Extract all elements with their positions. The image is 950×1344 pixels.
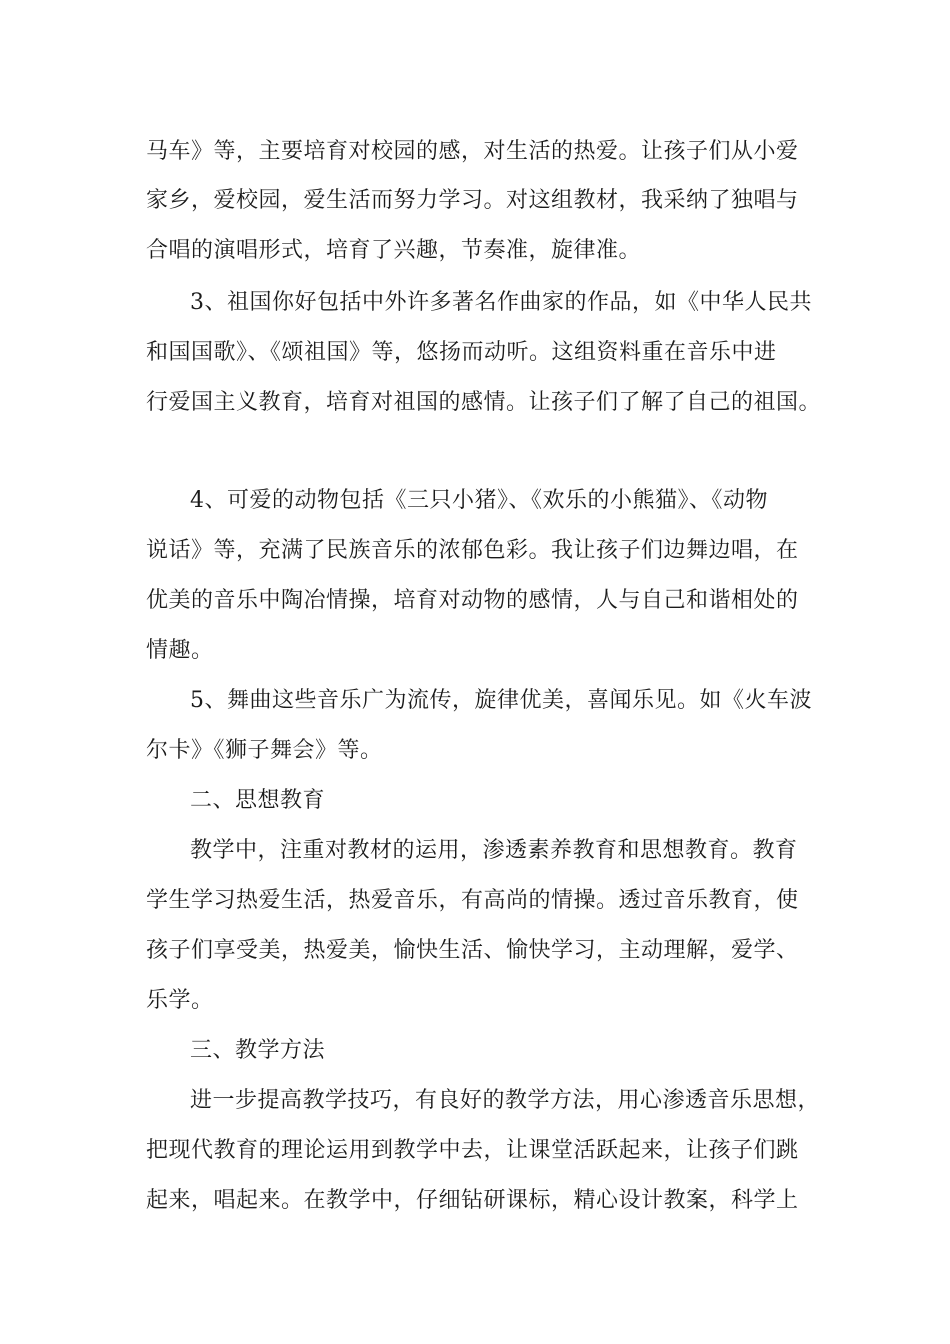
paragraph-line: 家乡，爱校园，爱生活而努力学习。对这组教材，我采纳了独唱与 [146,188,799,213]
paragraph-line: 乐学。 [146,988,214,1013]
paragraph-line: 4、可爱的动物包括《三只小猪》、《欢乐的小熊猫》、《动物 [190,488,768,513]
paragraph-line: 3、祖国你好包括中外许多著名作曲家的作品，如《中华人民共 [190,290,812,315]
paragraph-line: 把现代教育的理论运用到教学中去，让课堂活跃起来，让孩子们跳 [146,1138,799,1163]
paragraph-line: 合唱的演唱形式，培育了兴趣，节奏准，旋律准。 [146,238,642,263]
paragraph-line: 优美的音乐中陶冶情操，培育对动物的感情，人与自己和谐相处的 [146,588,799,613]
paragraph-line: 行爱国主义教育，培育对祖国的感情。让孩子们了解了自己的祖国。 [146,390,822,415]
paragraph-line: 5、舞曲这些音乐广为流传，旋律优美，喜闻乐见。如《火车波 [190,688,812,713]
paragraph-line: 进一步提高教学技巧，有良好的教学方法，用心渗透音乐思想， [190,1088,821,1113]
paragraph-line: 说话》等，充满了民族音乐的浓郁色彩。我让孩子们边舞边唱，在 [146,538,799,563]
paragraph-line: 马车》等，主要培育对校园的感，对生活的热爱。让孩子们从小爱 [146,139,799,164]
paragraph-line: 孩子们享受美，热爱美，愉快生活、愉快学习，主动理解，爱学、 [146,938,799,963]
paragraph-line: 起来，唱起来。在教学中，仔细钻研课标，精心设计教案，科学上 [146,1188,799,1213]
paragraph-line: 学生学习热爱生活，热爱音乐，有高尚的情操。透过音乐教育，使 [146,888,799,913]
paragraph-line: 和国国歌》、《颂祖国》等，悠扬而动听。这组资料重在音乐中进 [146,340,777,365]
paragraph-line: 教学中，注重对教材的运用，渗透素养教育和思想教育。教育 [190,838,798,863]
paragraph-line: 情趣。 [146,638,214,663]
section-heading: 二、思想教育 [190,788,326,813]
paragraph-line: 尔卡》《狮子舞会》等。 [146,738,383,763]
section-heading: 三、教学方法 [190,1038,326,1063]
